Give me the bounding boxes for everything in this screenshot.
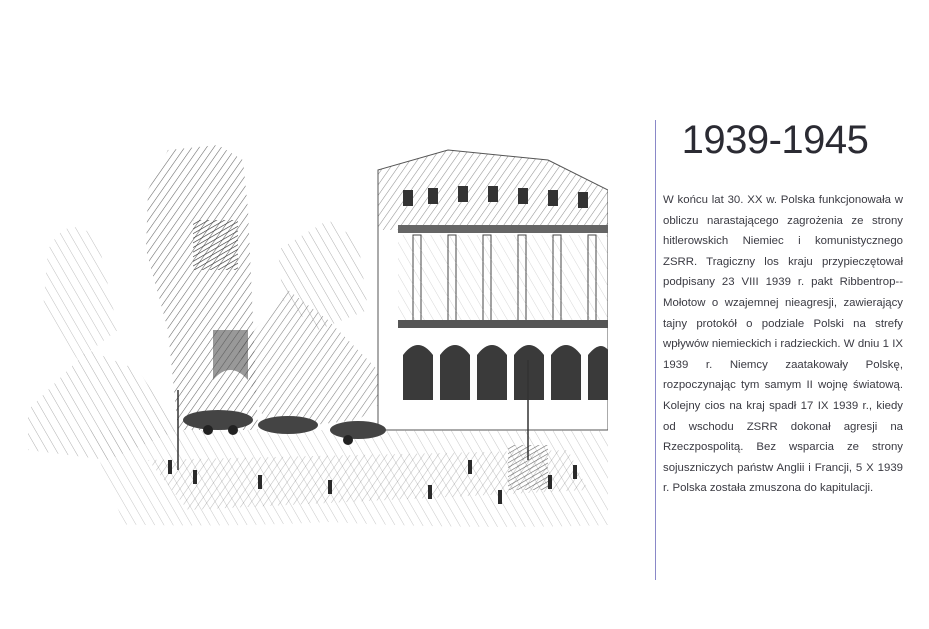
ruined-building-sketch bbox=[28, 130, 608, 535]
accent-divider bbox=[655, 120, 656, 580]
page-title: 1939-1945 bbox=[681, 118, 869, 162]
article-body: W końcu lat 30. XX w. Polska funkcjonowała w obliczu narastającego zagrożenia ze strony hitlerowskich Niemiec i komunistycznego ZSRR. Tragiczny los kraju przypieczętował podpisany 23 VIII 1939 r. pakt Ribbentrop--Mołotow o wzajemnej nieagresji, zawierający tajny protokół o podziale Polski na strefy wpływów niemieckich i radzieckich. W dniu 1 IX 1939 r. Niemcy zaatakowały Polskę, rozpoczynając tym samym II wojnę światową. Kolejny cios na kraj spadł 17 IX 1939 r., kiedy od wschodu ZSRR dokonał agresji na Rzeczpospolitą. Bez wsparcia ze strony sojuszniczych państw Anglii i Francji, 5 X 1939 r. Polska została zmuszona do kapitulacji. bbox=[663, 194, 903, 495]
sketch-illustration bbox=[28, 130, 608, 535]
